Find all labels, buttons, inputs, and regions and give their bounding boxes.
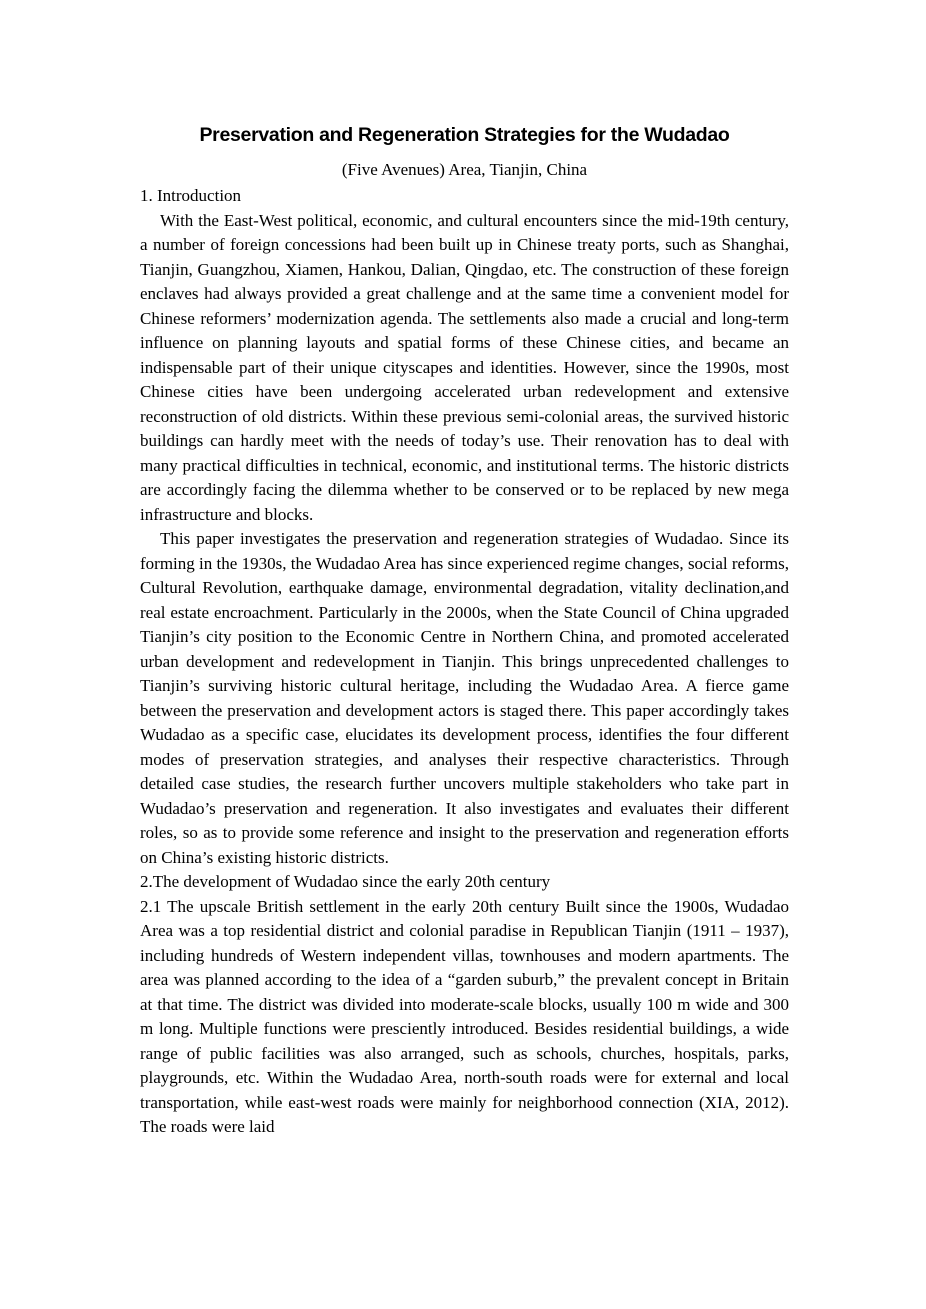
section-heading-introduction: 1. Introduction (140, 186, 242, 205)
paper-title: Preservation and Regeneration Strategies for the Wudadao (199, 124, 730, 146)
section-heading-development: 2.The development of Wudadao since the early 20th century (140, 872, 551, 891)
paper-subtitle: (Five Avenues) Area, Tianjin, China (341, 160, 588, 179)
paragraph-introduction-2: This paper investigates the preservation and regeneration strategies of Wudadao. Since its forming in the 1930s, the Wudadao Area has since experienced regime changes, social reforms, Cultural Revolution, earthquake damage, environmental degradation, vitality declination,and real estate encroachment. Particularly in the 2000s, when the State Council of China upgraded Tianjin’s city position to the Economic Centre in Northern China, and promoted accelerated urban development and redevelopment in Tianjin. This brings unprecedented challenges to Tianjin’s surviving historic cultural heritage, including the Wudadao Area. A fierce game between the preservation and development actors is staged there. This paper accordingly takes Wudadao as a specific case, elucidates its development process, identifies the four different modes of preservation strategies, and analyses their respective characteristics. Through detailed case studies, the research further uncovers multiple stakeholders who take part in Wudadao’s preservation and regeneration. It also investigates and evaluates their different roles, so as to provide some reference and insight to the preservation and regeneration efforts on China’s existing historic districts. (140, 529, 789, 867)
paragraph-introduction-1: With the East-West political, economic, and cultural encounters since the mid-19th century, a number of foreign concessions had been built up in Chinese treaty ports, such as Shanghai, Tianjin, Guangzhou, Xiamen, Hankou, Dalian, Qingdao, etc. The construction of these foreign enclaves had always provided a great challenge and at the same time a convenient model for Chinese reformers’ modernization agenda. The settlements also made a crucial and long-term influence on planning layouts and spatial forms of these Chinese cities, and became an indispensable part of their unique cityscapes and identities. However, since the 1990s, most Chinese cities have been undergoing accelerated urban redevelopment and extensive reconstruction of old districts. Within these previous semi-colonial areas, the survived historic buildings can hardly meet with the needs of today’s use. Their renovation has to deal with many practical difficulties in technical, economic, and institutional terms. The historic districts are accordingly facing the dilemma whether to be conserved or to be replaced by new mega infrastructure and blocks. (140, 210, 789, 524)
paragraph-development-1: 2.1 The upscale British settlement in the early 20th century Built since the 1900s, Wudadao Area was a top residential district and colonial paradise in Republican Tianjin (1911 – 1937), including hundreds of Western independent villas, townhouses and modern apartments. The area was planned according to the idea of a “garden suburb,” the prevalent concept in Britain at that time. The district was divided into moderate-scale blocks, usually 100 m wide and 300 m long. Multiple functions were presciently introduced. Besides residential buildings, a wide range of public facilities was also arranged, such as schools, churches, hospitals, parks, playgrounds, etc. Within the Wudadao Area, north-south roads were for external and local transportation, while east-west roads were mainly for neighborhood connection (XIA, 2012). The roads were laid (140, 896, 789, 1136)
